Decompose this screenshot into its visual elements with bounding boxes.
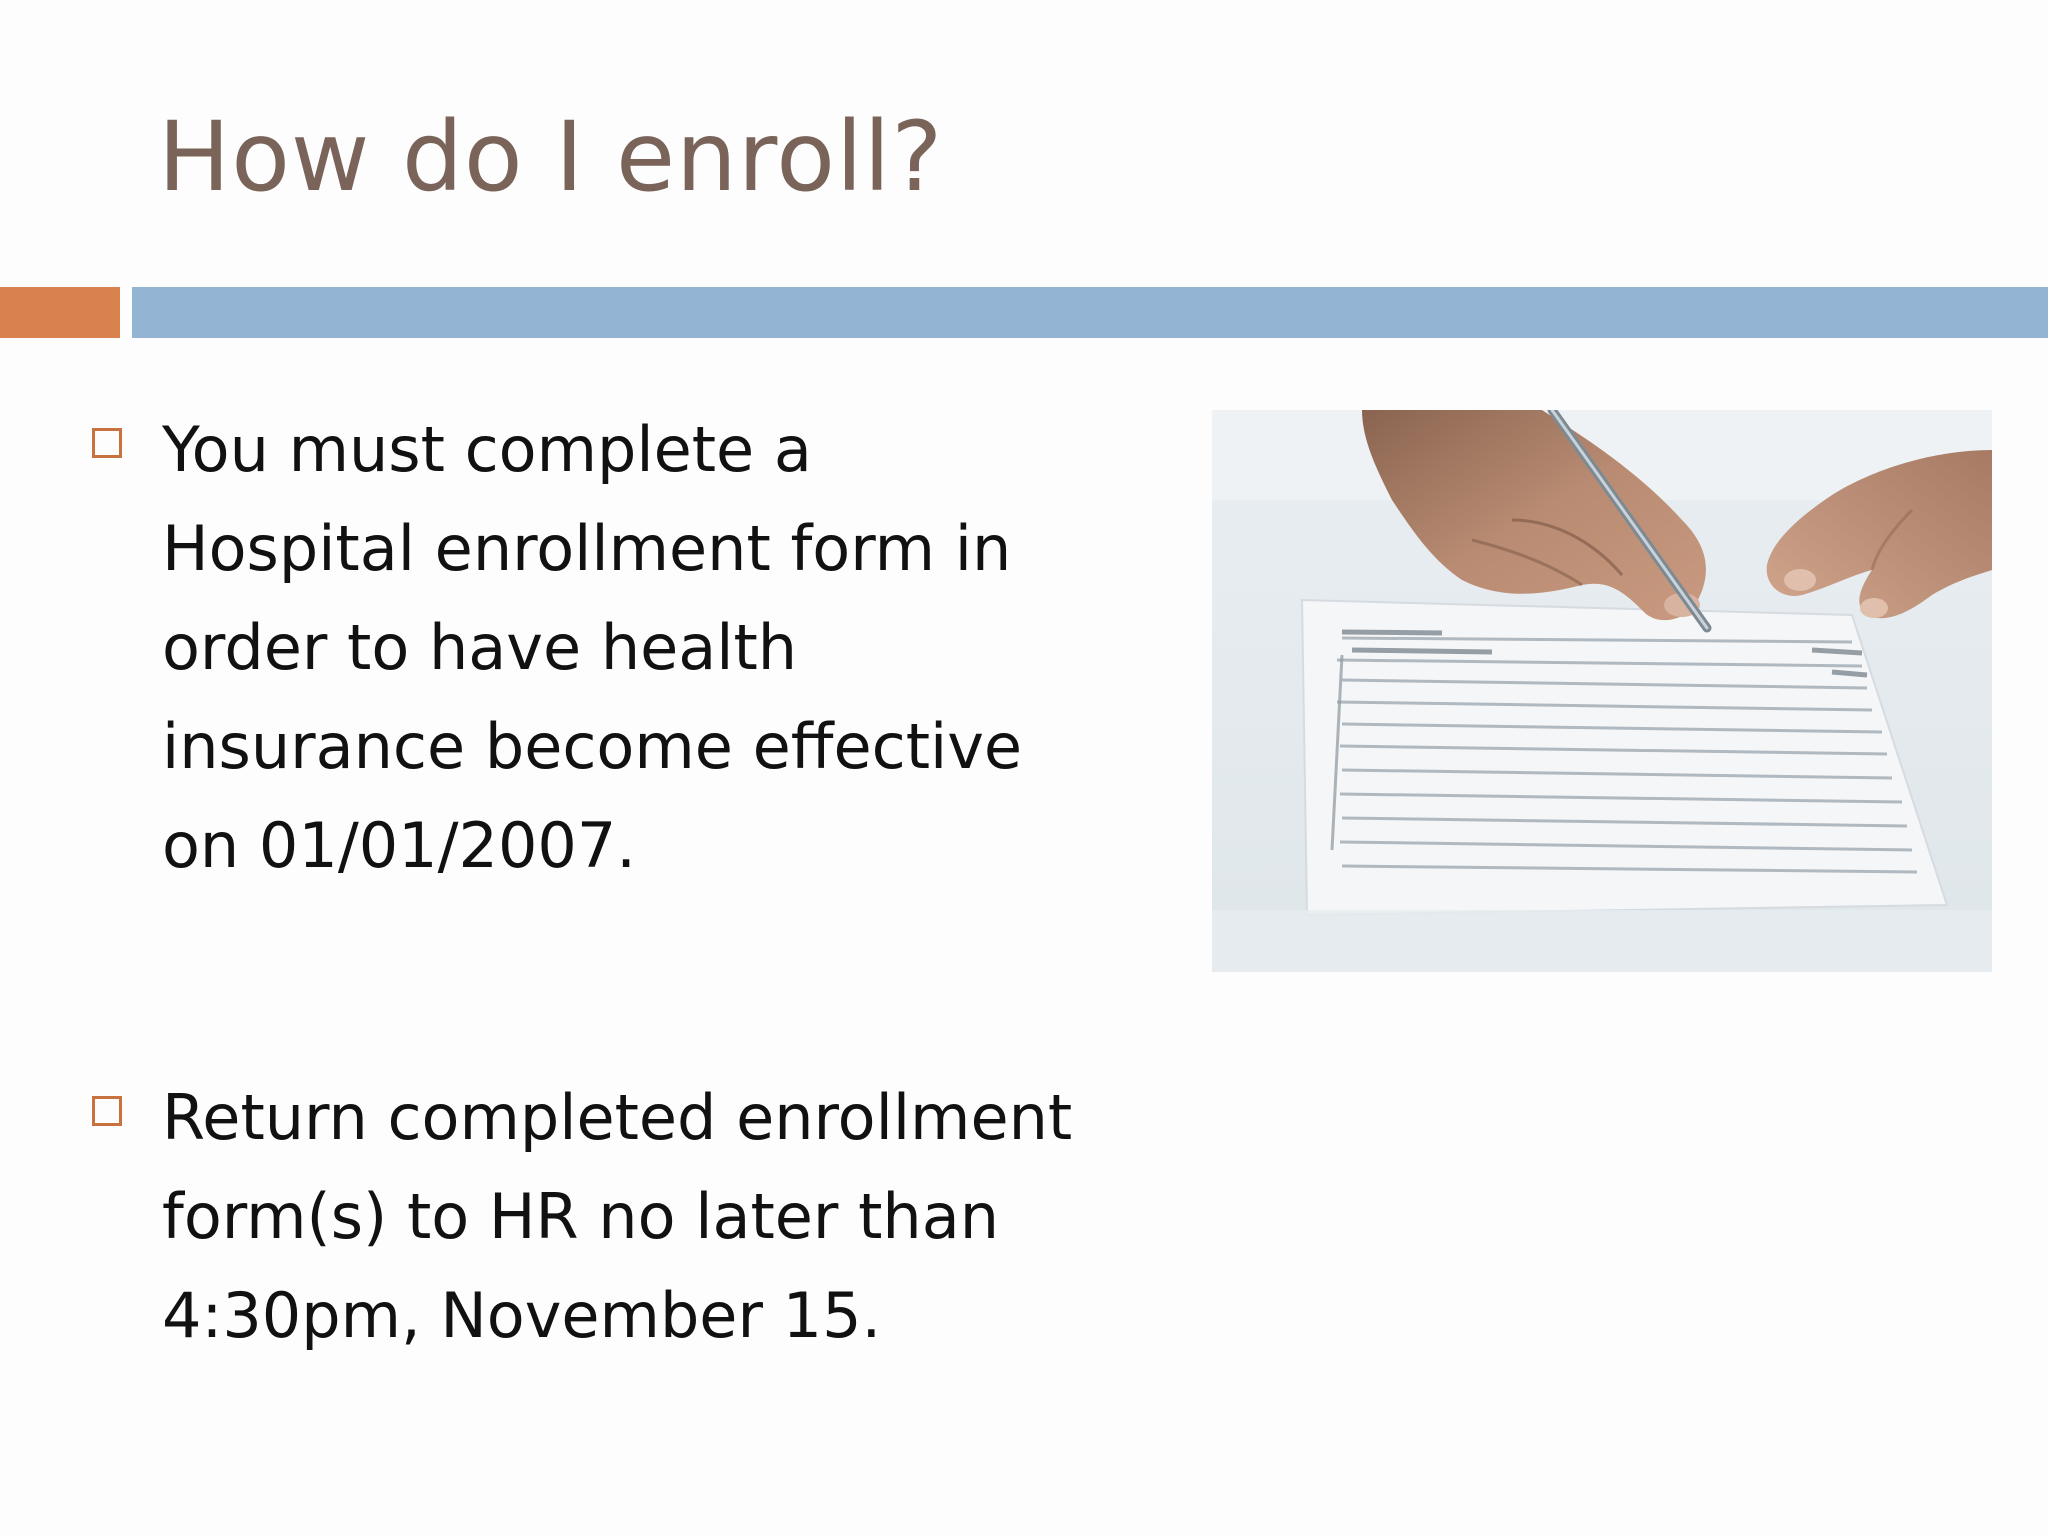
accent-bar-orange [0, 287, 120, 338]
bullet-line: insurance become effective [162, 710, 1023, 783]
bullet-line: You must complete a [162, 413, 812, 486]
bullet-line: 4:30pm, November 15. [162, 1279, 882, 1352]
hands-writing-on-form-photo [1212, 410, 1992, 972]
bullet-line: Hospital enrollment form in [162, 512, 1012, 585]
bullet-line: form(s) to HR no later than [162, 1180, 999, 1253]
slide-title: How do I enroll? [158, 101, 944, 213]
hollow-square-bullet-icon [92, 1096, 122, 1126]
bullet-line: on 01/01/2007. [162, 809, 636, 882]
hollow-square-bullet-icon [92, 428, 122, 458]
bullet-text [162, 400, 1162, 895]
bullet-text [162, 1068, 1162, 1365]
bullet-line: Return completed enrollment [162, 1081, 1073, 1154]
accent-bar-blue [132, 287, 2048, 338]
bullet-line: order to have health [162, 611, 798, 684]
